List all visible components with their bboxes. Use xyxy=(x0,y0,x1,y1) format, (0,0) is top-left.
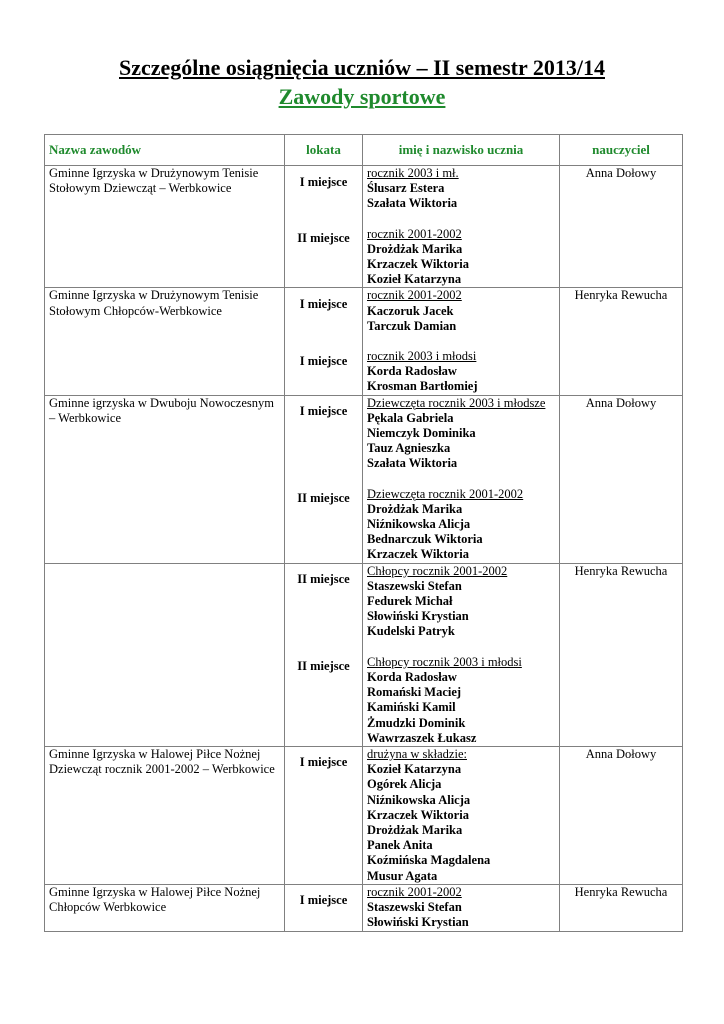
place-label: II miejsce xyxy=(297,659,350,674)
group-heading: Dziewczęta rocznik 2003 i młodsze xyxy=(367,395,546,410)
place-label: II miejsce xyxy=(297,231,350,246)
student-name: Kaczoruk Jacek xyxy=(367,303,454,318)
place-cell xyxy=(285,563,363,746)
teacher-name: Anna Dołowy xyxy=(560,166,683,288)
group-heading: Dziewczęta rocznik 2001-2002 xyxy=(367,486,524,501)
student-name: Ślusarz Estera xyxy=(367,181,445,196)
student-name: Pękala Gabriela xyxy=(367,410,454,425)
student-group xyxy=(367,396,555,472)
student-name: Tarczuk Damian xyxy=(367,318,457,333)
header-teacher: nauczyciel xyxy=(560,135,683,166)
page-subtitle: Zawody sportowe xyxy=(278,84,446,109)
student-name: Drożdżak Marika xyxy=(367,241,463,256)
teacher-name: Anna Dołowy xyxy=(560,746,683,884)
student-name: Szałata Wiktoria xyxy=(367,196,458,211)
group-heading: rocznik 2001-2002 xyxy=(367,288,462,303)
student-name: Kozieł Katarzyna xyxy=(367,272,462,287)
teacher-name: Anna Dołowy xyxy=(560,395,683,563)
student-name: Żmudzki Dominik xyxy=(367,715,466,730)
student-group xyxy=(367,166,555,212)
group-heading: rocznik 2003 i mł. xyxy=(367,166,459,180)
student-name: Staszewski Stefan xyxy=(367,900,462,915)
students-cell xyxy=(363,884,560,931)
student-name: Korda Radosław xyxy=(367,669,457,684)
place-label: I miejsce xyxy=(299,755,348,770)
student-name: Drożdżak Marika xyxy=(367,822,463,837)
student-name: Krosman Bartłomiej xyxy=(367,379,478,394)
place-cell xyxy=(285,884,363,931)
student-group xyxy=(367,349,555,395)
table-row xyxy=(45,884,683,931)
place-cell xyxy=(285,166,363,288)
student-name: Kamiński Kamil xyxy=(367,700,456,715)
place-cell xyxy=(285,746,363,884)
students-cell xyxy=(363,288,560,395)
student-group xyxy=(367,655,555,746)
student-group xyxy=(367,885,555,931)
student-group xyxy=(367,564,555,640)
place-label: II miejsce xyxy=(297,491,350,506)
student-name: Krzaczek Wiktoria xyxy=(367,807,469,822)
student-name: Romański Maciej xyxy=(367,685,462,700)
results-table xyxy=(44,134,683,932)
place-label: I miejsce xyxy=(299,353,348,368)
table-row xyxy=(45,395,683,563)
student-name: Staszewski Stefan xyxy=(367,578,462,593)
group-heading: rocznik 2003 i młodsi xyxy=(367,349,477,364)
teacher-name: Henryka Rewucha xyxy=(560,884,683,931)
competition-name: Gminne Igrzyska w Drużynowym Tenisie Stołowym Chłopców-Werbkowice xyxy=(45,288,285,395)
student-name: Niźnikowska Alicja xyxy=(367,517,471,532)
place-label: I miejsce xyxy=(299,296,348,311)
competition-name: Gminne Igrzyska w Halowej Piłce Nożnej Dziewcząt rocznik 2001-2002 – Werbkowice xyxy=(45,746,285,884)
student-name: Koźmińska Magdalena xyxy=(367,853,491,868)
student-name: Kudelski Patryk xyxy=(367,624,455,639)
place-label: I miejsce xyxy=(299,404,348,419)
header-place: lokata xyxy=(285,135,363,166)
group-heading: Chłopcy rocznik 2001-2002 xyxy=(367,563,508,578)
student-name: Słowiński Krystian xyxy=(367,915,469,930)
student-name: Fedurek Michał xyxy=(367,594,453,609)
teacher-name: Henryka Rewucha xyxy=(560,563,683,746)
header-student: imię i nazwisko ucznia xyxy=(363,135,560,166)
table-row xyxy=(45,746,683,884)
group-heading: Chłopcy rocznik 2003 i młodsi xyxy=(367,654,522,669)
student-name: Musur Agata xyxy=(367,868,438,883)
competition-name: Gminne Igrzyska w Drużynowym Tenisie Stołowym Dziewcząt – Werbkowice xyxy=(45,166,285,288)
student-group xyxy=(367,747,555,884)
student-name: Bednarczuk Wiktoria xyxy=(367,532,483,547)
student-name: Krzaczek Wiktoria xyxy=(367,547,469,562)
teacher-name: Henryka Rewucha xyxy=(560,288,683,395)
competition-name: Gminne igrzyska w Dwuboju Nowoczesnym – Werbkowice xyxy=(45,395,285,563)
student-name: Panek Anita xyxy=(367,838,433,853)
student-name: Krzaczek Wiktoria xyxy=(367,257,469,272)
place-label: I miejsce xyxy=(299,174,348,189)
student-group xyxy=(367,288,555,334)
table-row xyxy=(45,563,683,746)
competition-name: Gminne Igrzyska w Halowej Piłce Nożnej Chłopców Werbkowice xyxy=(45,884,285,931)
place-label: I miejsce xyxy=(299,893,348,908)
student-name: Tauz Agnieszka xyxy=(367,441,451,456)
table-row xyxy=(45,166,683,288)
student-group xyxy=(367,487,555,563)
student-name: Drożdżak Marika xyxy=(367,501,463,516)
student-name: Wawrzaszek Łukasz xyxy=(367,730,477,745)
place-label: II miejsce xyxy=(297,572,350,587)
students-cell xyxy=(363,166,560,288)
table-row xyxy=(45,288,683,395)
student-name: Kozieł Katarzyna xyxy=(367,762,462,777)
header-competition: Nazwa zawodów xyxy=(45,135,285,166)
students-cell xyxy=(363,746,560,884)
page-title: Szczególne osiągnięcia uczniów – II semestr 2013/14 xyxy=(119,55,605,80)
students-cell xyxy=(363,395,560,563)
student-name: Korda Radosław xyxy=(367,364,457,379)
student-name: Ogórek Alicja xyxy=(367,777,442,792)
competition-name xyxy=(45,563,285,746)
students-cell xyxy=(363,563,560,746)
group-heading: rocznik 2001-2002 xyxy=(367,884,462,899)
table-header-row xyxy=(45,135,683,166)
group-heading: rocznik 2001-2002 xyxy=(367,226,462,241)
student-name: Niemczyk Dominika xyxy=(367,426,476,441)
place-cell xyxy=(285,288,363,395)
student-name: Niźnikowska Alicja xyxy=(367,792,471,807)
group-heading: drużyna w składzie: xyxy=(367,746,467,761)
student-name: Szałata Wiktoria xyxy=(367,456,458,471)
student-name: Słowiński Krystian xyxy=(367,609,469,624)
place-cell xyxy=(285,395,363,563)
student-group xyxy=(367,227,555,288)
